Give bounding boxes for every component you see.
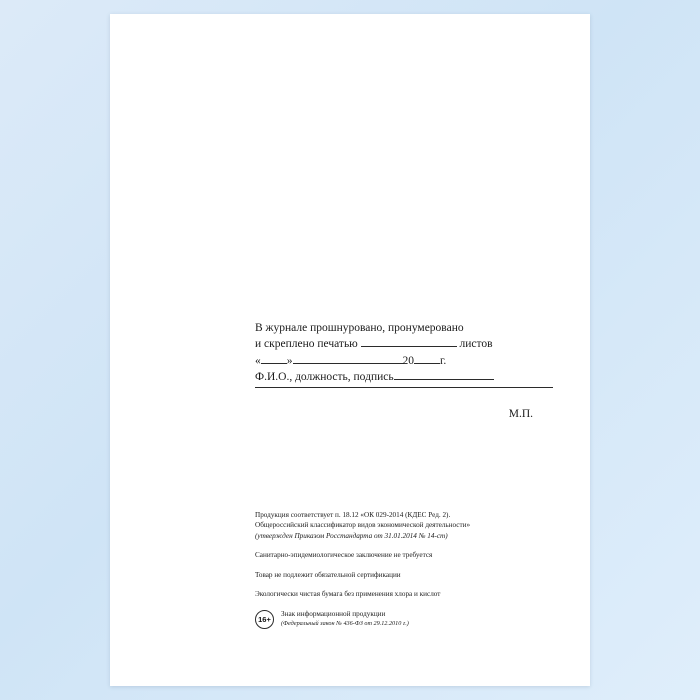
date-quote-close: » — [286, 354, 293, 367]
seal-label: М.П. — [508, 408, 533, 421]
month-fill-line — [293, 363, 403, 364]
year-fill-line — [414, 363, 440, 364]
document-page — [110, 14, 590, 686]
certification-line-1-text: В журнале прошнуровано, пронумеровано — [255, 322, 464, 334]
age-rating-icon: 16+ — [255, 610, 274, 629]
year-suffix: г. — [440, 354, 447, 367]
legal-paragraph-1-line-1: Продукция соответствует п. 18.12 «ОК 029-2014 (КДЕС Ред. 2). — [255, 511, 451, 519]
legal-paragraph-4: Экологически чистая бумага без применения хлора и кислот — [255, 590, 441, 599]
day-fill-line — [261, 363, 287, 364]
certification-line-3 — [255, 353, 555, 369]
legal-paragraph-1-line-2: Общероссийский классификатор видов экономической деятельности» — [255, 521, 471, 530]
legal-paragraph-1-line-3: (утвержден Приказом Росстандарта от 31.01.2014 № 14-ст) — [255, 531, 448, 540]
sheets-count-fill-line — [361, 346, 457, 347]
year-prefix: 20 — [402, 354, 414, 367]
legal-paragraph-2: Санитарно-эпидемиологическое заключение не требуется — [255, 551, 433, 560]
certification-block — [255, 320, 555, 423]
certification-line-2-prefix: и скреплено печатью — [255, 338, 358, 351]
signature-underline — [255, 387, 553, 388]
legal-notices-block — [255, 510, 565, 629]
legal-paragraph-3: Товар не подлежит обязательной сертификации — [255, 570, 401, 579]
signatory-label: Ф.И.О., должность, подпись — [255, 370, 394, 383]
certification-line-4 — [255, 369, 555, 385]
mark-text-group — [281, 610, 409, 628]
certification-line-2 — [255, 336, 555, 352]
date-quote-open: « — [255, 354, 261, 367]
mark-title: Знак информационной продукции — [281, 610, 386, 619]
mark-subtitle: (Федеральный закон № 436-ФЗ от 29.12.2010 г.) — [281, 619, 409, 627]
legal-paragraph-1 — [255, 510, 565, 541]
certification-line-1 — [255, 320, 555, 336]
information-product-mark — [255, 610, 565, 629]
signatory-fill-line — [394, 379, 494, 380]
certification-line-2-suffix: листов — [459, 338, 493, 351]
